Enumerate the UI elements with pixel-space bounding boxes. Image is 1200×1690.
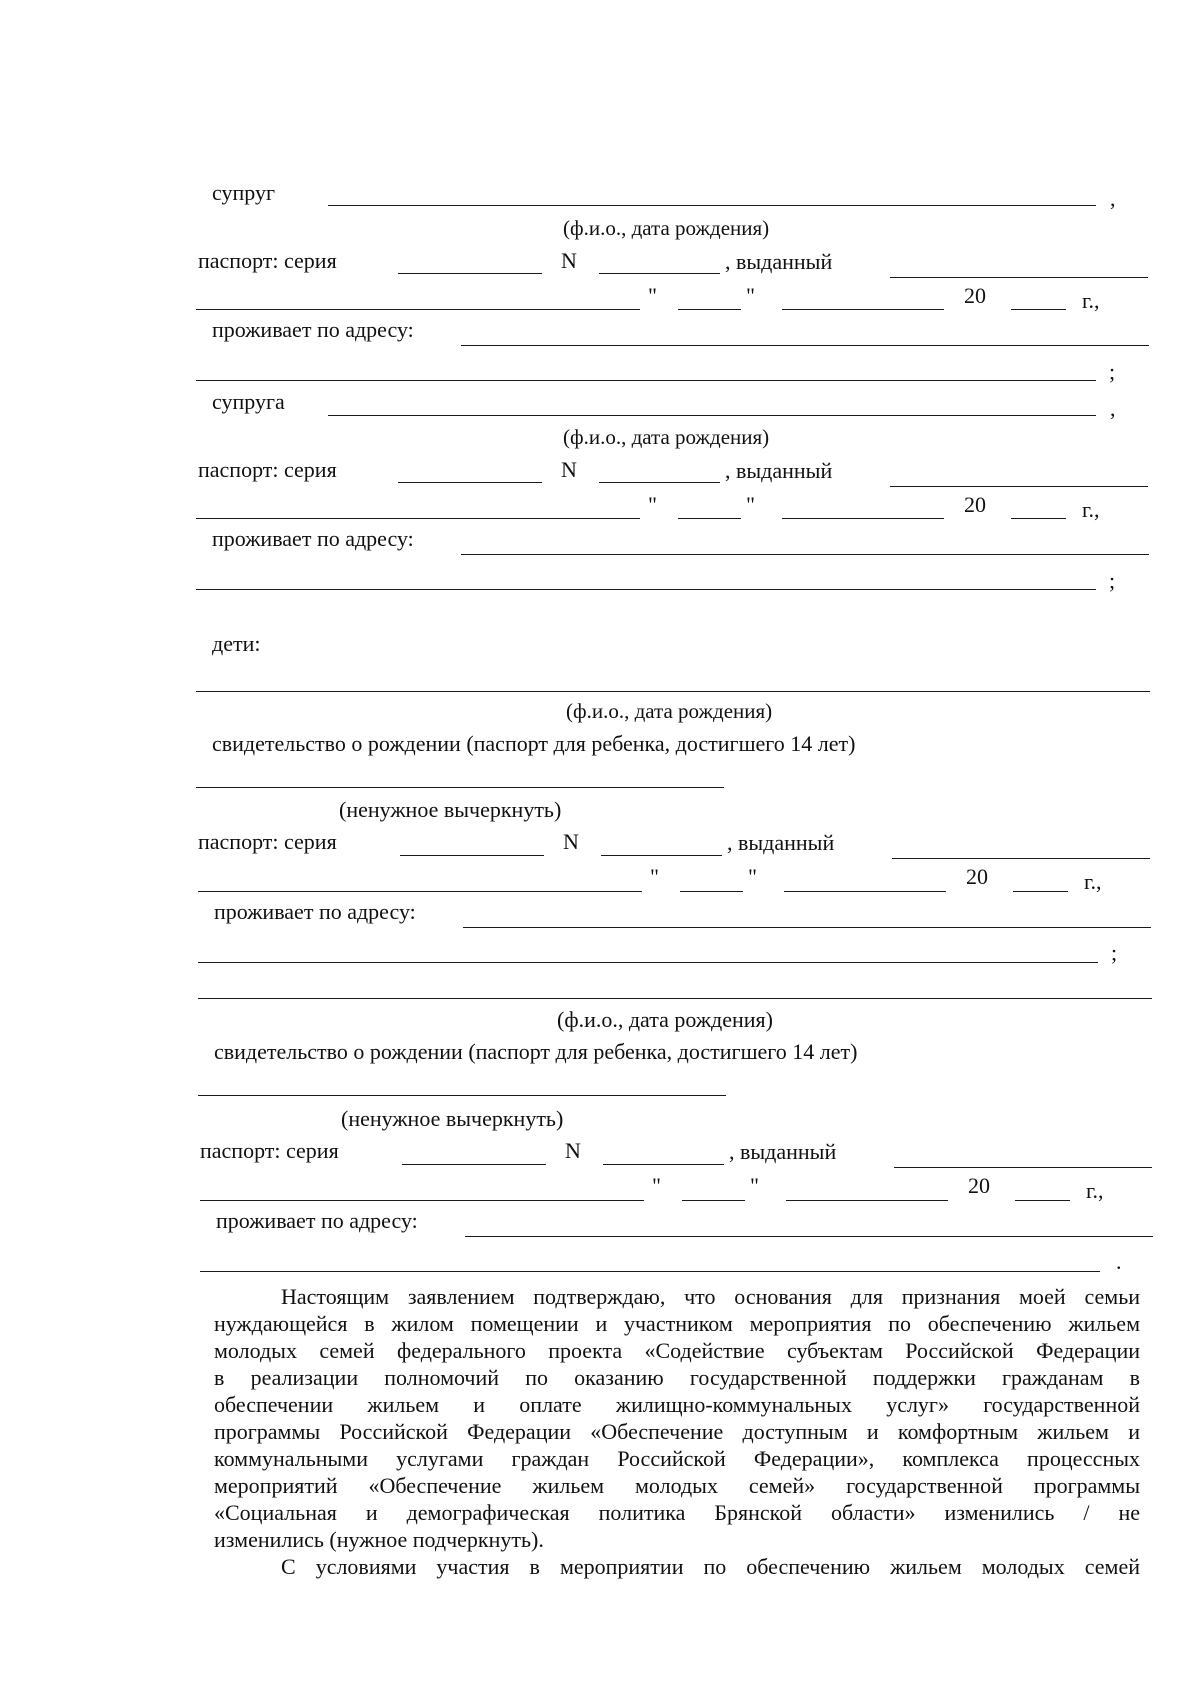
child2-address-label: проживает по адресу: <box>216 1208 418 1233</box>
conditions-line: С условиями участия в мероприятии по обеспечению жильем молодых семей <box>281 1554 1140 1579</box>
wife-issue-year-suffix: г., <box>1082 497 1100 522</box>
husband-issue-year-suffix: г., <box>1082 288 1100 313</box>
statement-line: молодых семей федерального проекта «Содействие субъектам Российской Федерации <box>214 1338 1140 1363</box>
child1-birth-certificate-field[interactable] <box>196 787 724 788</box>
children-label: дети: <box>212 631 261 656</box>
wife-issued-by-field[interactable] <box>890 486 1148 487</box>
child1-passport-number-label: N <box>563 829 579 854</box>
wife-issue-year-prefix: 20 <box>964 492 986 517</box>
husband-issue-date-quote-close: " <box>746 283 755 308</box>
child1-address-field-2[interactable] <box>198 962 1098 963</box>
husband-issue-day-field[interactable] <box>678 309 741 310</box>
husband-passport-number-field[interactable] <box>599 273 720 274</box>
wife-label: супруга <box>212 389 285 414</box>
child1-issued-by-field-2[interactable] <box>198 891 642 892</box>
child2-address-field-2[interactable] <box>200 1271 1100 1272</box>
child1-address-semicolon: ; <box>1111 940 1118 965</box>
statement-line: изменились (нужное подчеркнуть). <box>214 1527 544 1552</box>
child2-passport-number-field[interactable] <box>603 1164 724 1165</box>
child1-issued-label: , выданный <box>727 830 835 855</box>
child2-address-period: . <box>1116 1249 1122 1274</box>
wife-fio-field[interactable] <box>328 415 1096 416</box>
child2-issue-year-field[interactable] <box>1015 1200 1070 1201</box>
child2-birth-certificate-field[interactable] <box>198 1095 726 1096</box>
wife-address-field[interactable] <box>461 554 1149 555</box>
husband-label: супруг <box>212 180 275 205</box>
statement-last-line-wrap <box>214 1526 1140 1553</box>
wife-issue-year-field[interactable] <box>1011 518 1066 519</box>
husband-passport-series-field[interactable] <box>398 273 542 274</box>
wife-issue-date-quote-open: " <box>648 492 657 517</box>
wife-issue-month-field[interactable] <box>782 518 944 519</box>
husband-fio-comma: , <box>1110 186 1116 211</box>
husband-issue-month-field[interactable] <box>782 309 944 310</box>
child1-birth-certificate-label: свидетельство о рождении (паспорт для ребенка, достигшего 14 лет) <box>212 731 856 756</box>
husband-address-semicolon: ; <box>1109 359 1116 384</box>
child2-strike-unneeded-hint: (ненужное вычеркнуть) <box>341 1106 564 1131</box>
husband-address-label: проживает по адресу: <box>212 317 414 342</box>
husband-issued-by-field[interactable] <box>890 277 1148 278</box>
child2-issue-month-field[interactable] <box>786 1200 948 1201</box>
child2-issue-day-field[interactable] <box>682 1200 745 1201</box>
statement-paragraph-cont <box>214 1310 1140 1526</box>
statement-paragraph <box>214 1283 1140 1310</box>
child1-passport-series-label: паспорт: серия <box>198 829 337 854</box>
child1-issue-month-field[interactable] <box>784 891 946 892</box>
child1-passport-number-field[interactable] <box>601 855 722 856</box>
wife-address-semicolon: ; <box>1109 568 1116 593</box>
child2-issue-date-quote-open: " <box>652 1173 661 1198</box>
wife-address-label: проживает по адресу: <box>212 526 414 551</box>
husband-issue-date-quote-open: " <box>648 283 657 308</box>
child1-issued-by-field[interactable] <box>892 858 1150 859</box>
husband-issue-year-prefix: 20 <box>964 283 986 308</box>
child2-issue-year-prefix: 20 <box>968 1173 990 1198</box>
child1-issue-date-quote-close: " <box>748 864 757 889</box>
husband-passport-number-label: N <box>561 248 577 273</box>
husband-fio-field[interactable] <box>328 205 1096 206</box>
wife-issued-label: , выданный <box>725 458 833 483</box>
child2-birth-certificate-label: свидетельство о рождении (паспорт для ребенка, достигшего 14 лет) <box>214 1039 858 1064</box>
husband-issued-label: , выданный <box>725 249 833 274</box>
child2-address-field[interactable] <box>465 1236 1153 1237</box>
statement-line: коммунальными услугами граждан Российской Федерации», комплекса процессных <box>214 1446 1140 1471</box>
statement-line: в реализации полномочий по оказанию государственной поддержки гражданам в <box>214 1365 1140 1390</box>
wife-issue-day-field[interactable] <box>678 518 741 519</box>
child2-issue-date-quote-close: " <box>750 1173 759 1198</box>
child1-issue-day-field[interactable] <box>680 891 743 892</box>
wife-address-field-2[interactable] <box>196 589 1096 590</box>
child2-fio-hint: (ф.и.о., дата рождения) <box>557 1007 773 1032</box>
wife-issue-date-quote-close: " <box>746 492 755 517</box>
husband-address-field[interactable] <box>461 345 1149 346</box>
child2-passport-series-field[interactable] <box>402 1164 546 1165</box>
child1-issue-year-prefix: 20 <box>966 864 988 889</box>
husband-issue-year-field[interactable] <box>1011 309 1066 310</box>
husband-fio-hint: (ф.и.о., дата рождения) <box>563 216 770 240</box>
child1-issue-year-field[interactable] <box>1013 891 1068 892</box>
wife-passport-number-field[interactable] <box>599 482 720 483</box>
child2-issue-year-suffix: г., <box>1086 1178 1104 1203</box>
statement-line: программы Российской Федерации «Обеспечение доступным и комфортным жильем и <box>214 1419 1140 1444</box>
conditions-paragraph <box>214 1553 1140 1580</box>
husband-address-field-2[interactable] <box>196 380 1096 381</box>
wife-passport-number-label: N <box>561 457 577 482</box>
child1-address-field[interactable] <box>463 927 1151 928</box>
husband-issued-by-field-2[interactable] <box>196 309 640 310</box>
child1-fio-hint: (ф.и.о., дата рождения) <box>566 699 773 723</box>
statement-line: «Социальная и демографическая политика Брянской области» изменились / не <box>214 1500 1140 1525</box>
child2-issued-by-field[interactable] <box>894 1167 1152 1168</box>
child2-fio-field[interactable] <box>198 998 1152 999</box>
child2-issued-by-field-2[interactable] <box>200 1200 644 1201</box>
statement-line: обеспечении жильем и оплате жилищно-коммунальных услуг» государственной <box>214 1392 1140 1417</box>
husband-passport-series-label: паспорт: серия <box>198 248 337 273</box>
wife-passport-series-field[interactable] <box>398 482 542 483</box>
statement-line: мероприятий «Обеспечение жильем молодых семей» государственной программы <box>214 1473 1140 1498</box>
statement-line: Настоящим заявлением подтверждаю, что основания для признания моей семьи <box>281 1284 1140 1309</box>
child1-issue-date-quote-open: " <box>650 864 659 889</box>
wife-passport-series-label: паспорт: серия <box>198 457 337 482</box>
child2-issued-label: , выданный <box>729 1139 837 1164</box>
child2-passport-series-label: паспорт: серия <box>200 1138 339 1163</box>
child1-passport-series-field[interactable] <box>400 855 544 856</box>
statement-line: нуждающейся в жилом помещении и участником мероприятия по обеспечению жильем <box>214 1311 1140 1336</box>
wife-fio-comma: , <box>1110 396 1116 421</box>
wife-issued-by-field-2[interactable] <box>196 518 640 519</box>
wife-fio-hint: (ф.и.о., дата рождения) <box>563 425 770 449</box>
child1-address-label: проживает по адресу: <box>214 899 416 924</box>
child2-passport-number-label: N <box>565 1138 581 1163</box>
child1-fio-field[interactable] <box>196 691 1150 692</box>
child1-strike-unneeded-hint: (ненужное вычеркнуть) <box>339 797 562 822</box>
child1-issue-year-suffix: г., <box>1084 869 1102 894</box>
